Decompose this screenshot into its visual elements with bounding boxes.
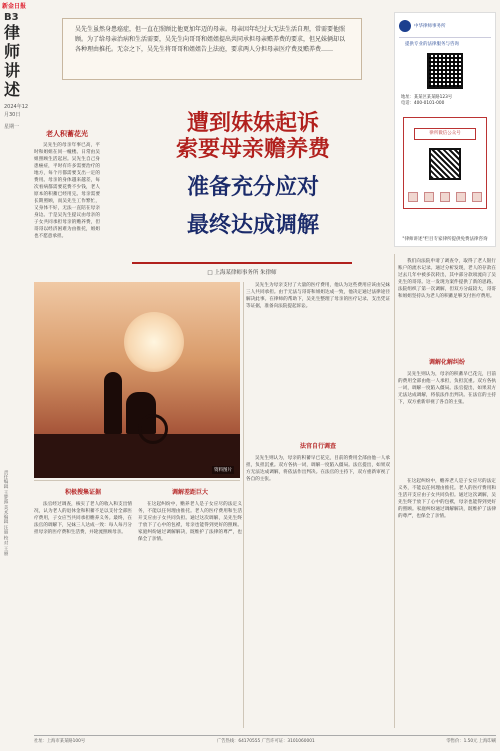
service-icon <box>408 192 418 202</box>
ad-card-icons <box>408 192 482 202</box>
subhead-3: 调解差距巨大 <box>171 489 208 496</box>
footer-mid: 广告热线：64170555 广告许可证：3101060001 <box>216 739 315 744</box>
column-3 <box>398 258 496 354</box>
headline <box>108 110 398 238</box>
ad-logo <box>399 19 491 33</box>
headline-line-1b: 索要母亲赡养费 <box>175 136 330 162</box>
section-header <box>4 12 32 131</box>
column-6 <box>138 484 242 729</box>
column-2 <box>246 282 390 432</box>
service-icon <box>456 192 466 202</box>
subhead-2: 积极搜集证据 <box>64 489 101 496</box>
article-photo <box>34 282 240 478</box>
service-icon <box>472 192 482 202</box>
wechat-qr-icon <box>429 148 461 180</box>
editor-strip <box>2 470 10 710</box>
advertisement <box>394 12 496 247</box>
column-5-text: 法官经过调查，核实了老人的收入和支出情况，认为老人的退休金和积蓄不足以支付全部医疗费用，子女应当共同承担赡养义务。最终，在法官的调解下，兄妹三人达成一致：每人每月分担母亲的医疗费和生活费，并轮流照顾母亲。 <box>34 502 132 535</box>
ad-slogan: 提供专业的法律服务与咨询 <box>399 37 491 47</box>
column-4-text: 吴先生则认为，母亲的积蓄早已花完，目前的费用全部由他一人承担，负担沉重。双方各执一词，调解一度陷入僵局。法官提出，如果双方无法达成调解，将依法作出判决。在法官的主持下，双方重新审视了各自的主张。 <box>398 372 496 405</box>
ad-org: 中华律师事务所 <box>414 23 446 29</box>
service-icon <box>440 192 450 202</box>
ad-address: 地址：某某区某某路123号 <box>401 95 453 100</box>
standing-person-silhouette <box>104 372 122 434</box>
column-3-text: 我们向法院申请了调查令，取得了老人银行账户的流水记录。通过分析发现，老人的存款在过去几年中被多次转出，其中部分款项流向了吴先生的哥哥。这一发现为案件提供了新的思路。法院组织了第一次调解，但双方分歧较大，哥哥和姐姐坚持认为老人的积蓄足够支付医疗费用。 <box>398 259 496 299</box>
page-code: B3 <box>4 12 19 23</box>
ad-caption: "律师讲述"栏目专家律所提供免费法律咨询 <box>402 237 488 242</box>
headline-line-2a: 准备充分应对 <box>186 174 319 200</box>
subhead-1: 老人积蓄花光 <box>46 130 88 138</box>
headline-line-1a: 遭到妹妹起诉 <box>186 110 319 136</box>
byline: □ 上海某律师事务所 朱律师 <box>132 262 352 276</box>
qr-code-icon <box>427 53 463 89</box>
column-6-text: 在这起纠纷中，赡养老人是子女应尽的法定义务，不能以任何理由推托。老人的医疗费用和生活开支应由子女共同负担。通过这次调解，吴先生终于放下了心中的包袱，母亲也能得到更好的照顾。家庭纠纷通过调解解决，既维护了法律的尊严，也保全了亲情。 <box>138 502 242 542</box>
column-7-text: 吴先生则认为，母亲的积蓄早已花完，目前的费用全部由他一人承担，负担沉重。双方各执一词，调解一度陷入僵局。法官提出，如果双方无法达成调解，将依法作出判决。在法官的主持下，双方重新审视了各自的主张。 <box>246 456 390 482</box>
column-8-text: 在这起纠纷中，赡养老人是子女应尽的法定义务，不能以任何理由推托。老人的医疗费用和生活开支应由子女共同负担。通过这次调解，吴先生终于放下了心中的包袱，母亲也能得到更好的照顾。家庭纠纷通过调解解决，既维护了法律的尊严，也保全了亲情。 <box>398 479 496 519</box>
column-5 <box>34 484 132 729</box>
footer <box>34 735 496 744</box>
column-1-text: 吴先生的母亲年事已高，平时和姐姐在同一幢楼。日常由吴姐照顾生活起居。吴先生自己身患癌症，平时有许多需要治疗的地方，每个月都需要支出一定的费用。母亲的身体越来越差，每次看病都需要花费不少钱，老人原本的积蓄已经用完。母亲需要长期照顾，而吴先生工作繁忙，又身体不好，无法一直陪在母亲身边。于是吴先生提议由母亲的子女共同承担母亲的赡养费，但哥哥以经济困难为由推托，姐姐也不愿意承担。 <box>34 143 100 239</box>
section-title-1: 律师 <box>4 23 21 61</box>
subhead-5: 调解化解纠纷 <box>428 359 465 366</box>
column-divider <box>243 282 244 728</box>
headline-line-2b: 最终达成调解 <box>186 212 319 238</box>
section-title-2: 讲述 <box>4 61 21 99</box>
section-divider <box>34 480 240 481</box>
column-2-text: 吴先生为母亲支付了大量的医疗费用，他认为这些费用应该由兄妹三人共同承担。由于无法与哥哥和姐姐达成一致，他决定通过法律途径解决此事。在律师的帮助下，吴先生整理了母亲的医疗记录、支出凭证等证据，准备向法院提起诉讼。 <box>246 283 390 309</box>
column-8 <box>398 478 496 728</box>
wheelchair-wheel-icon <box>138 414 168 444</box>
column-7 <box>246 438 390 728</box>
subhead-4: 法官自行调查 <box>299 443 336 450</box>
sunset-glow <box>124 312 184 372</box>
ground-silhouette <box>34 434 240 478</box>
ad-card <box>403 117 487 209</box>
footer-right: 零售价：1.50元 上海印刷 <box>446 739 496 744</box>
column-divider <box>394 254 395 728</box>
issue-date: 2024年12月30日 <box>4 104 29 118</box>
photo-caption: 资料图片 <box>214 468 232 473</box>
watermark: 新金日报 <box>2 3 27 10</box>
editor-info: 责任编辑 王梦露 美术编辑 汪丽 校对 王丽 <box>3 470 8 556</box>
law-firm-logo-icon <box>399 20 411 32</box>
ad-card-banner: 律所微信公众号 <box>414 128 476 140</box>
ad-phone: 电话：400-0101-000 <box>401 101 445 106</box>
issue-weekday: 星期一 <box>4 124 20 130</box>
column-1 <box>34 124 100 274</box>
intro-box: 吴先生虽然身患癌症，但一直在照顾比他更加年迈的母亲。母亲因年纪过大无法生活自理，常需要他照顾。为了给母亲治病和生活需要，吴先生向哥哥和姐姐提出共同承担母亲赡养费的要求，但兄妹俩却以各种理由推托。无奈之下，吴先生将哥哥和姐姐告上法庭，要求两人分担母亲医疗费及赡养费…… <box>62 18 362 80</box>
footer-left: 社址：上海市某某路100号 <box>34 739 86 744</box>
service-icon <box>424 192 434 202</box>
column-4 <box>398 354 496 474</box>
